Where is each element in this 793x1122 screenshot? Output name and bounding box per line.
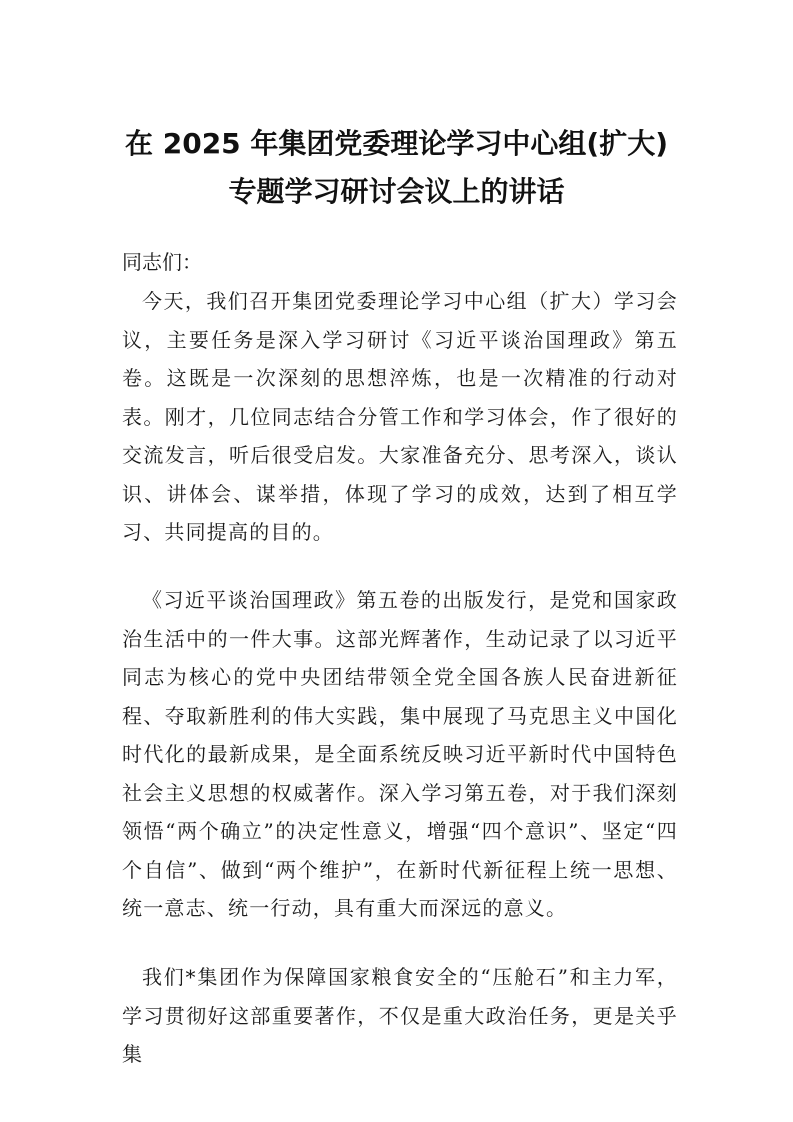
document-title-line-2: 专题学习研讨会议上的讲话: [228, 175, 565, 208]
document-title-line-1: 在 2025 年集团党委理论学习中心组(扩大): [124, 127, 669, 160]
salutation: 同志们：: [122, 250, 202, 274]
body-paragraph-3: 我们*集团作为保障国家粮食安全的“压舱石”和主力军，学习贯彻好这部重要著作，不仅是重大政治任务，更是关乎集: [122, 965, 678, 1066]
body-paragraph-1: 今天，我们召开集团党委理论学习中心组（扩大）学习会议，主要任务是深入学习研讨《习近平谈治国理政》第五卷。这既是一次深刻的思想淬炼，也是一次精准的行动对表。刚才，几位同志结合分管工作和学习体会，作了很好的交流发言，听后很受启发。大家准备充分、思考深入，谈认识、讲体会、谋举措，体现了学习的成效，达到了相互学习、共同提高的目的。: [122, 289, 678, 544]
body-paragraph-2: 《习近平谈治国理政》第五卷的出版发行，是党和国家政治生活中的一件大事。这部光辉著作，生动记录了以习近平同志为核心的党中央团结带领全党全国各族人民奋进新征程、夺取新胜利的伟大实践，集中展现了马克思主义中国化时代化的最新成果，是全面系统反映习近平新时代中国特色社会主义思想的权威著作。深入学习第五卷，对于我们深刻领悟“两个确立”的决定性意义，增强“四个意识”、坚定“四个自信”、做到“两个维护”，在新时代新征程上统一思想、统一意志、统一行动，具有重大而深远的意义。: [122, 588, 678, 920]
